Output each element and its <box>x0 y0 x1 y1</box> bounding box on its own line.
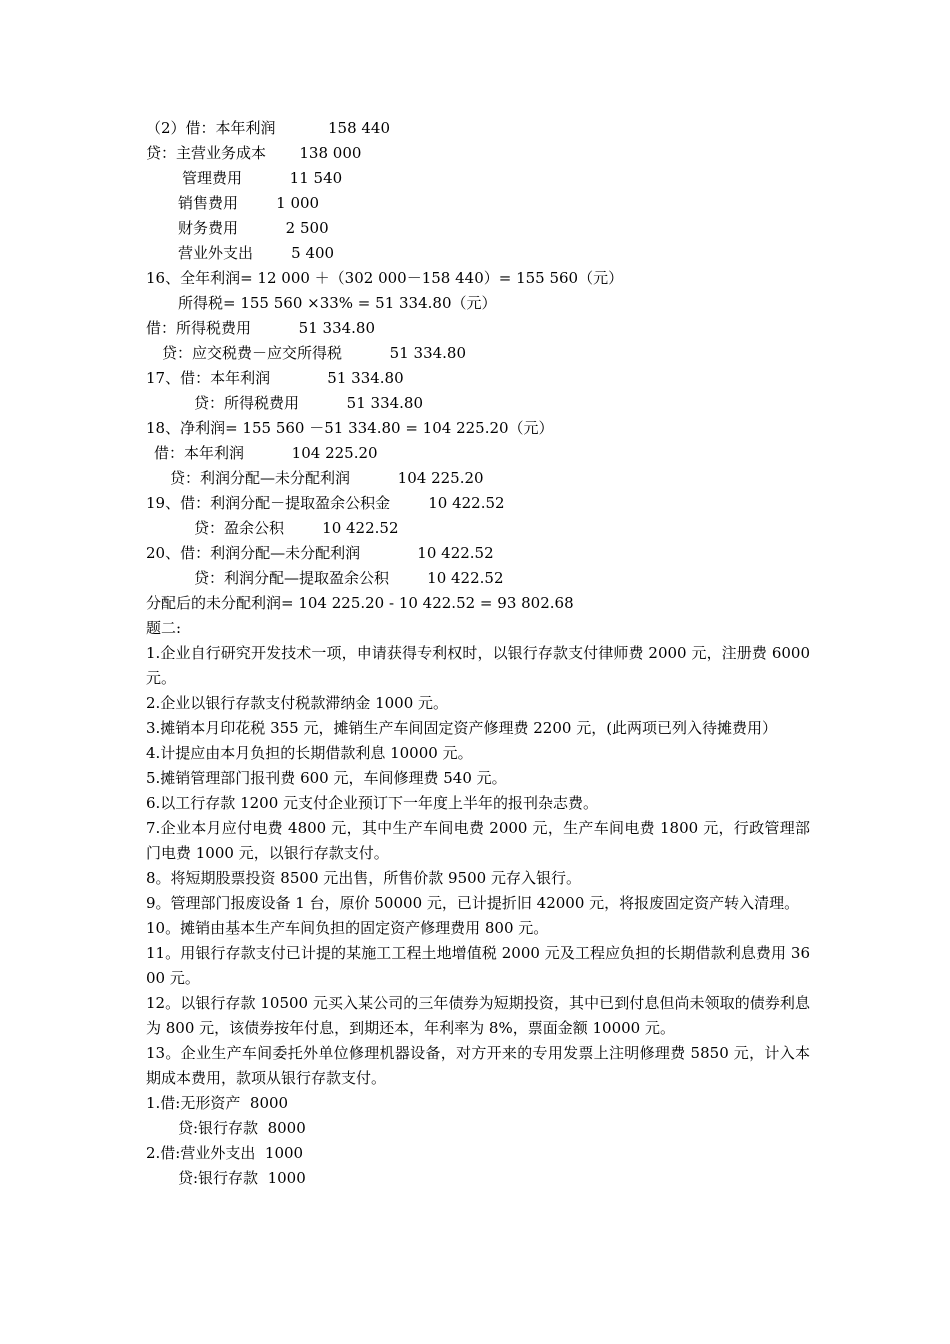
journal-line: 18、净利润= 155 560 －51 334.80 = 104 225.20（元） <box>146 419 554 437</box>
answer-line: 贷:银行存款 1000 <box>178 1169 306 1187</box>
question-item: 11。用银行存款支付已计提的某施工工程土地增值税 2000 元及工程应负担的长期借款利息费用 3600 元。 <box>146 944 810 987</box>
journal-line: 19、借：利润分配－提取盈余公积金 10 422.52 <box>146 494 505 512</box>
document-content <box>146 116 810 1191</box>
question-item: 10。摊销由基本生产车间负担的固定资产修理费用 800 元。 <box>146 919 549 937</box>
question-item: 9。管理部门报废设备 1 台，原价 50000 元，已计提折旧 42000 元，将报废固定资产转入清理。 <box>146 894 800 912</box>
journal-line: 贷：利润分配—未分配利润 104 225.20 <box>170 469 484 487</box>
question-item: 4.计提应由本月负担的长期借款利息 10000 元。 <box>146 744 473 762</box>
question-item: 8。将短期股票投资 8500 元出售，所售价款 9500 元存入银行。 <box>146 869 581 887</box>
question-item: 3.摊销本月印花税 355 元，摊销生产车间固定资产修理费 2200 元，(此两项已列入待摊费用） <box>146 719 778 737</box>
journal-line: 20、借：利润分配—未分配利润 10 422.52 <box>146 544 494 562</box>
section-title: 题二: <box>146 619 182 637</box>
question-item: 13。企业生产车间委托外单位修理机器设备，对方开来的专用发票上注明修理费 5850 元，计入本期成本费用，款项从银行存款支付。 <box>146 1044 810 1087</box>
journal-line: 所得税= 155 560 ×33% = 51 334.80（元） <box>178 294 497 312</box>
journal-line: 16、全年利润= 12 000 ＋（302 000－158 440）= 155 560（元） <box>146 269 624 287</box>
journal-line: 营业外支出 5 400 <box>178 244 335 262</box>
journal-line: 财务费用 2 500 <box>178 219 329 237</box>
question-item: 6.以工行存款 1200 元支付企业预订下一年度上半年的报刊杂志费。 <box>146 794 599 812</box>
answer-line: 1.借:无形资产 8000 <box>146 1094 289 1112</box>
journal-line: 分配后的未分配利润= 104 225.20 - 10 422.52 = 93 802.68 <box>146 594 574 612</box>
question-list <box>146 641 810 1091</box>
journal-line: 贷：所得税费用 51 334.80 <box>194 394 424 412</box>
journal-line: （2）借：本年利润 158 440 <box>146 119 391 137</box>
journal-line: 贷：应交税费－应交所得税 51 334.80 <box>162 344 467 362</box>
journal-line: 借：所得税费用 51 334.80 <box>146 319 376 337</box>
journal-line: 贷：盈余公积 10 422.52 <box>194 519 399 537</box>
answer-line: 贷:银行存款 8000 <box>178 1119 306 1137</box>
journal-line: 贷：利润分配—提取盈余公积 10 422.52 <box>194 569 504 587</box>
question-item: 2.企业以银行存款支付税款滞纳金 1000 元。 <box>146 694 449 712</box>
journal-line: 管理费用 11 540 <box>182 169 343 187</box>
question-item: 1.企业自行研究开发技术一项，申请获得专利权时，以银行存款支付律师费 2000 元，注册费 6000 元。 <box>146 644 810 687</box>
journal-line: 贷：主营业务成本 138 000 <box>146 144 362 162</box>
journal-line: 销售费用 1 000 <box>178 194 320 212</box>
journal-line: 借：本年利润 104 225.20 <box>154 444 378 462</box>
question-item: 12。以银行存款 10500 元买入某公司的三年债券为短期投资，其中已到付息但尚未领取的债券利息为 800 元，该债券按年付息，到期还本，年利率为 8%，票面金额 10000 元。 <box>146 994 810 1037</box>
journal-entries-part-a <box>146 116 810 616</box>
answer-entries <box>146 1091 810 1191</box>
question-item: 5.摊销管理部门报刊费 600 元，车间修理费 540 元。 <box>146 769 507 787</box>
question-item: 7.企业本月应付电费 4800 元，其中生产车间电费 2000 元，生产车间电费 1800 元，行政管理部门电费 1000 元，以银行存款支付。 <box>146 819 810 862</box>
answer-line: 2.借:营业外支出 1000 <box>146 1144 304 1162</box>
journal-line: 17、借：本年利润 51 334.80 <box>146 369 404 387</box>
